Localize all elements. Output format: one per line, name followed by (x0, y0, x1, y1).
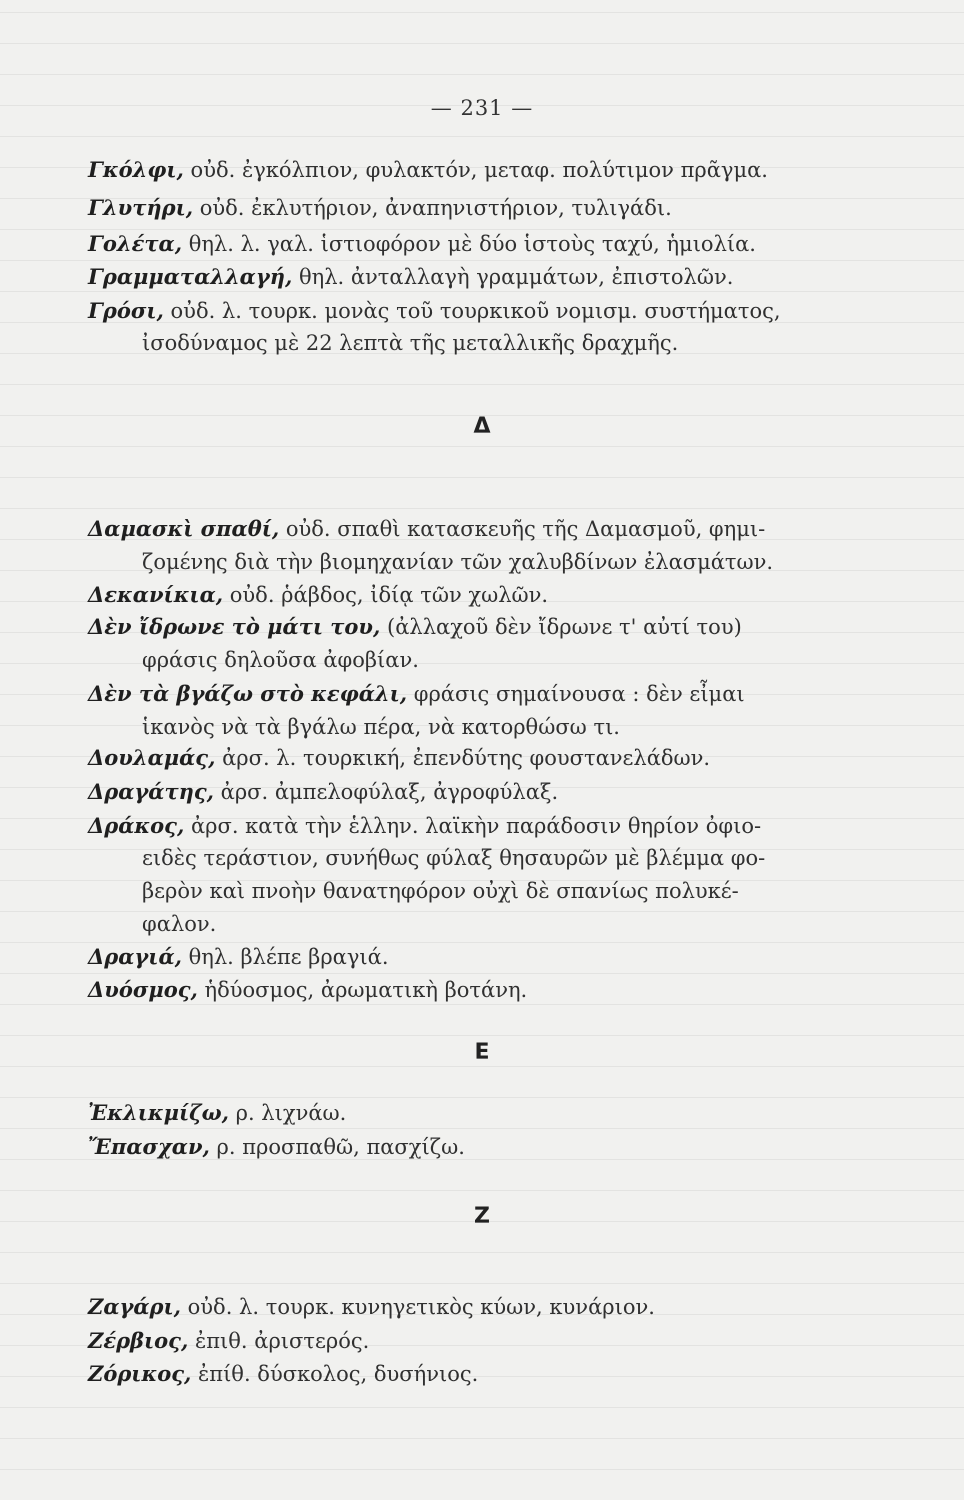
entry-grosi-continuation: ἰσοδύναμος μὲ 22 λεπτὰ τῆς μεταλλικῆς δραχμῆς. (142, 331, 679, 355)
headword: Δεκανίκια, (88, 582, 224, 607)
section-letter-zeta: Ζ (474, 1204, 490, 1229)
headword: Γρόσι, (88, 298, 164, 323)
entry-dragatis (88, 777, 558, 807)
definition: θηλ. ἀνταλλαγὴ γραμμάτων, ἐπιστολῶν. (298, 265, 734, 289)
definition: ἡδύοσμος, ἀρωματικὴ βοτάνη. (204, 978, 528, 1002)
page-number: — 231 — (430, 96, 534, 120)
headword: Ζόρικος, (88, 1361, 192, 1386)
headword: Γραμματαλλαγή, (88, 264, 293, 289)
headword: Δαμασκὶ σπαθί, (88, 516, 280, 541)
headword: Δὲν τὰ βγάζω στὸ κεφάλι, (88, 681, 408, 706)
headword: Δουλαμάς, (88, 745, 216, 770)
entry-epaschan (88, 1132, 465, 1162)
entry-zagari (88, 1292, 655, 1322)
entry-gkolfi (88, 155, 768, 185)
definition: ἀρσ. ἀμπελοφύλαξ, ἀγροφύλαξ. (220, 780, 559, 804)
section-letter-epsilon: Ε (474, 1040, 490, 1065)
definition: θηλ. λ. γαλ. ἱστιοφόρον μὲ δύο ἱστοὺς ταχύ, ἡμιολία. (188, 232, 756, 256)
entry-drakos-continuation-3: φαλον. (142, 912, 217, 936)
definition: θηλ. βλέπε βραγιά. (188, 945, 389, 969)
entry-drakos (88, 811, 761, 841)
headword: Δυόσμος, (88, 977, 198, 1002)
entry-drakos-continuation-1: ειδὲς τεράστιον, συνήθως φύλαξ θησαυρῶν μὲ βλέμμα φο- (142, 846, 766, 870)
definition: ἐπιθ. ἀριστερός. (194, 1329, 370, 1353)
headword: Ἐκλικμίζω, (88, 1100, 229, 1125)
headword: Ἔπασχαν, (88, 1134, 210, 1159)
definition: οὐδ. λ. τουρκ. κυνηγετικὸς κύων, κυνάριον. (187, 1295, 655, 1319)
entry-drakos-continuation-2: βερὸν καὶ πνοὴν θανατηφόρον οὐχὶ δὲ σπανίως πολυκέ- (142, 879, 739, 903)
entry-grammatallagi (88, 262, 733, 292)
definition: οὐδ. ῥάβδος, ἰδίᾳ τῶν χωλῶν. (229, 583, 549, 607)
definition: (ἀλλαχοῦ δὲν ἴδρωνε τ' αὐτί του) (387, 615, 742, 639)
entry-doulamas (88, 743, 710, 773)
definition: ἐπίθ. δύσκολος, δυσήνιος. (198, 1362, 479, 1386)
entry-grosi (88, 296, 781, 326)
headword: Ζέρβιος, (88, 1328, 189, 1353)
definition: οὐδ. λ. τουρκ. μονὰς τοῦ τουρκικοῦ νομισμ. συστήματος, (170, 299, 781, 323)
headword: Δραγάτης, (88, 779, 214, 804)
entry-den-ta-vgazo-continuation: ἱκανὸς νὰ τὰ βγάλω πέρα, νὰ κατορθώσω τι. (142, 715, 620, 739)
entry-damaski-spathi (88, 514, 765, 544)
entry-glytiri (88, 193, 672, 223)
definition: οὐδ. ἐγκόλπιον, φυλακτόν, μεταφ. πολύτιμον πρᾶγμα. (190, 158, 768, 182)
entry-damaski-spathi-continuation: ζομένης διὰ τὴν βιομηχανίαν τῶν χαλυβδίνων ἐλασμάτων. (142, 550, 774, 574)
headword: Δραγιά, (88, 944, 182, 969)
headword: Ζαγάρι, (88, 1294, 181, 1319)
section-letter-delta: Δ (473, 414, 491, 439)
entry-dyosmos (88, 975, 527, 1005)
definition: ἀρσ. λ. τουρκική, ἐπενδύτης φουστανελάδων. (222, 746, 711, 770)
entry-goleta (88, 229, 756, 259)
entry-zorikos (88, 1359, 478, 1389)
definition: φράσις σημαίνουσα : δὲν εἶμαι (413, 682, 745, 706)
definition: ρ. προσπαθῶ, πασχίζω. (216, 1135, 465, 1159)
definition: οὐδ. ἐκλυτήριον, ἀναπηνιστήριον, τυλιγάδι. (199, 196, 672, 220)
headword: Γολέτα, (88, 231, 183, 256)
entry-dragia (88, 942, 389, 972)
definition: ρ. λιχνάω. (235, 1101, 347, 1125)
headword: Γλυτήρι, (88, 195, 194, 220)
entry-eklikmizo (88, 1098, 346, 1128)
definition: οὐδ. σπαθὶ κατασκευῆς τῆς Δαμασμοῦ, φημι- (285, 517, 766, 541)
entry-den-idrone-continuation: φράσις δηλοῦσα ἀφοβίαν. (142, 648, 419, 672)
headword: Γκόλφι, (88, 157, 184, 182)
definition: ἀρσ. κατὰ τὴν ἑλλην. λαϊκὴν παράδοσιν θηρίον ὀφιο- (190, 814, 762, 838)
headword: Δράκος, (88, 813, 185, 838)
entry-dekanikia (88, 580, 548, 610)
entry-den-idrone (88, 612, 742, 642)
headword: Δὲν ἴδρωνε τὸ μάτι του, (88, 614, 381, 639)
entry-zervios (88, 1326, 369, 1356)
entry-den-ta-vgazo (88, 679, 745, 709)
